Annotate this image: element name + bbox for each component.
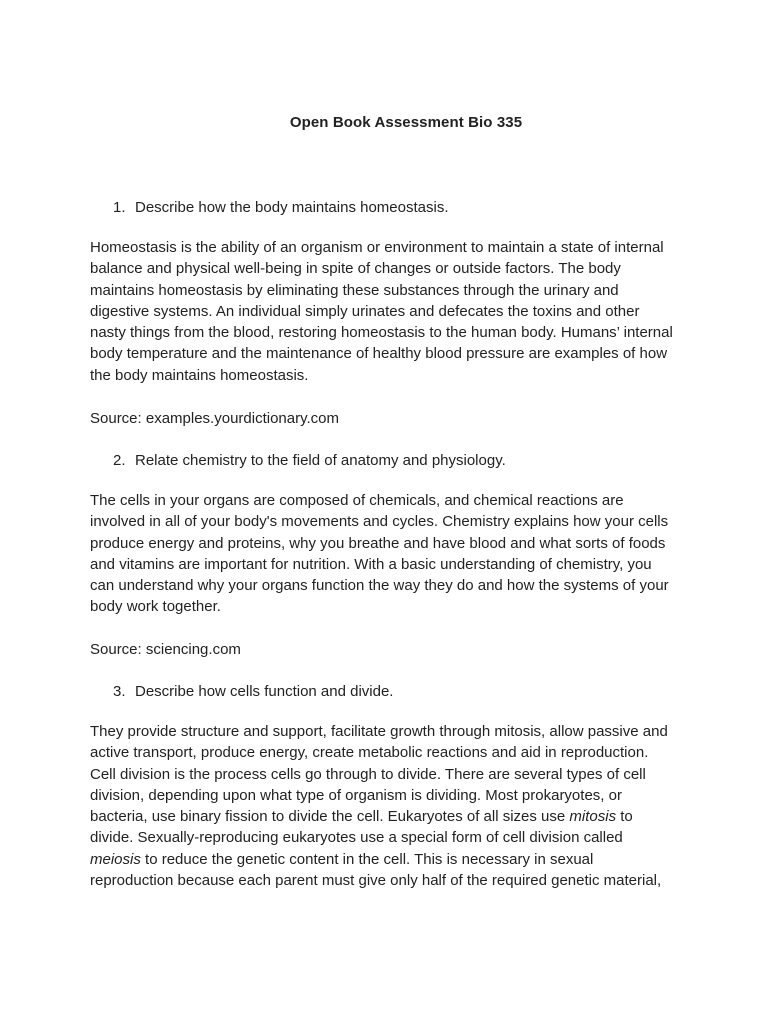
answer-2-paragraph bbox=[90, 490, 680, 618]
question-3-text: Describe how cells function and divide. bbox=[135, 683, 394, 700]
answer-line: active transport, produce energy, create metabolic reactions and aid in reproduction. bbox=[90, 744, 649, 762]
question-1-text: Describe how the body maintains homeostasis. bbox=[135, 199, 449, 216]
answer-line: and vitamins are important for nutrition. With a basic understanding of chemistry, you bbox=[90, 555, 652, 573]
question-2-number: 2. bbox=[113, 452, 126, 469]
answer-line-text: to bbox=[616, 808, 633, 826]
answer-line: involved in all of your body's movements and cycles. Chemistry explains how your cells bbox=[90, 513, 669, 531]
answer-line: nasty things from the blood, restoring homeostasis to the human body. Humans’ internal bbox=[90, 324, 673, 342]
answer-line: They provide structure and support, facilitate growth through mitosis, allow passive and bbox=[90, 723, 668, 740]
question-2-text: Relate chemistry to the field of anatomy and physiology. bbox=[135, 452, 506, 469]
italic-term-mitosis: mitosis bbox=[569, 808, 617, 826]
answer-line-text: bacteria, use binary fission to divide the cell. Eukaryotes of all sizes use bbox=[90, 808, 570, 826]
answer-line: division, depending upon what type of organism is dividing. Most prokaryotes, or bbox=[90, 786, 622, 804]
answer-line: divide. Sexually-reproducing eukaryotes use a special form of cell division called bbox=[90, 829, 623, 847]
answer-line: produce energy and proteins, why you breathe and have blood and what sorts of foods bbox=[90, 534, 666, 552]
answer-line: maintains homeostasis by eliminating these substances through the urinary and bbox=[90, 281, 619, 299]
answer-line: can understand why your organs function the way they do and how the systems of your bbox=[90, 577, 669, 595]
document-title: Open Book Assessment Bio 335 bbox=[289, 114, 523, 131]
answer-line: Homeostasis is the ability of an organism or environment to maintain a state of internal bbox=[90, 239, 664, 256]
answer-line bbox=[90, 849, 680, 870]
answer-line: balance and physical well-being in spite of changes or outside factors. The body bbox=[90, 260, 621, 278]
question-3 bbox=[113, 681, 393, 702]
answer-line-text: to reduce the genetic content in the cell. This is necessary in sexual bbox=[140, 850, 594, 868]
source-2: Source: sciencing.com bbox=[90, 641, 241, 658]
italic-term-meiosis: meiosis bbox=[90, 850, 141, 868]
answer-line bbox=[90, 806, 680, 827]
answer-1-paragraph bbox=[90, 237, 680, 386]
question-1-number: 1. bbox=[113, 199, 126, 216]
question-1 bbox=[113, 197, 449, 218]
answer-3-paragraph bbox=[90, 721, 680, 891]
answer-line: digestive systems. An individual simply urinates and defecates the toxins and other bbox=[90, 302, 640, 320]
answer-line: body work together. bbox=[90, 598, 221, 616]
source-1: Source: examples.yourdictionary.com bbox=[90, 410, 339, 427]
question-3-number: 3. bbox=[113, 683, 126, 700]
answer-line: reproduction because each parent must give only half of the required genetic material, bbox=[90, 872, 662, 890]
question-2 bbox=[113, 450, 506, 471]
answer-line: the body maintains homeostasis. bbox=[90, 366, 309, 384]
answer-line: body temperature and the maintenance of healthy blood pressure are examples of how bbox=[90, 345, 668, 363]
answer-line: The cells in your organs are composed of chemicals, and chemical reactions are bbox=[90, 492, 624, 509]
answer-line: Cell division is the process cells go through to divide. There are several types of cell bbox=[90, 765, 646, 783]
